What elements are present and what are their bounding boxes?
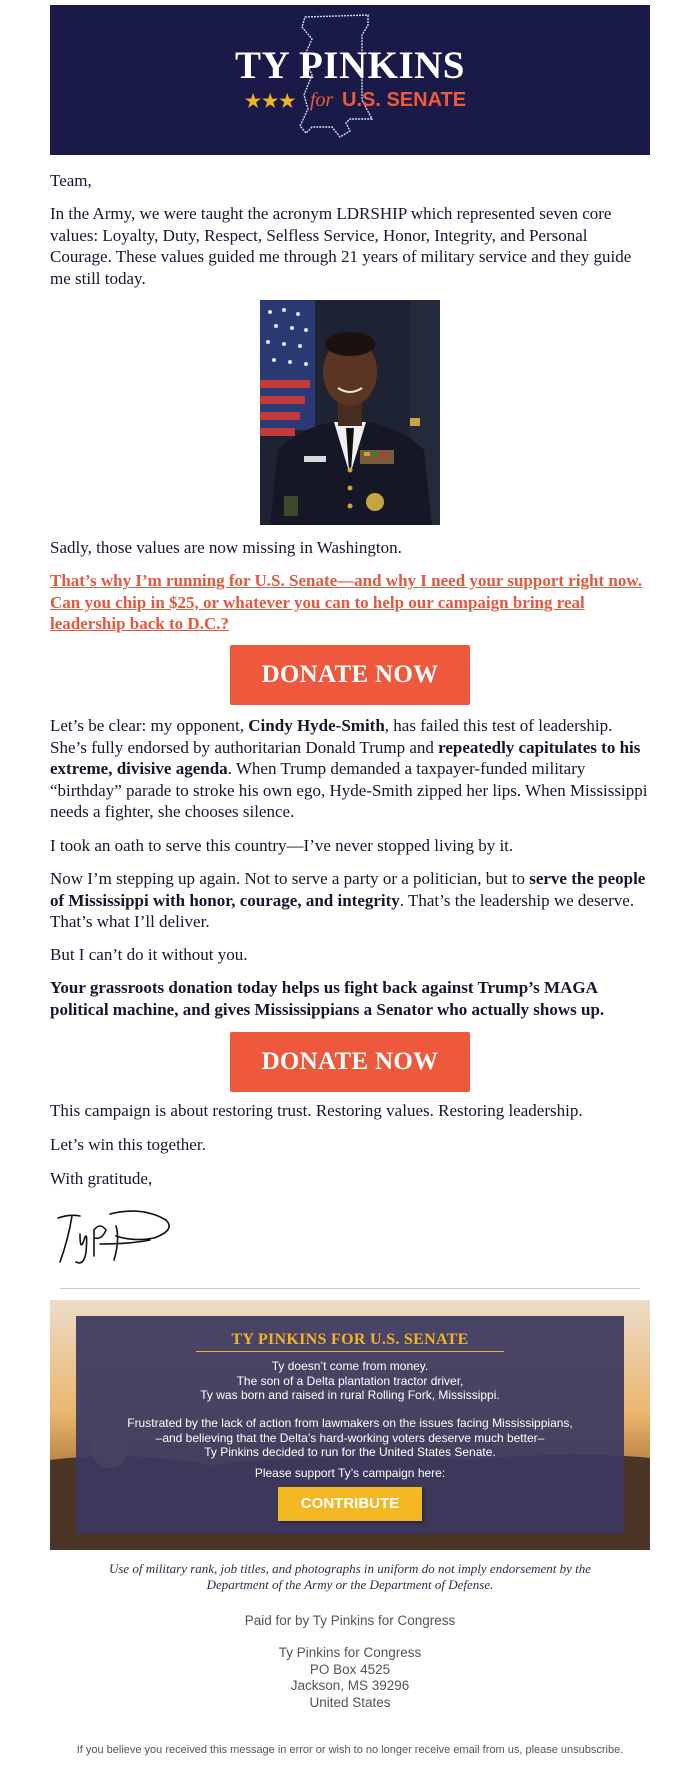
contribute-button[interactable]: CONTRIBUTE [278, 1487, 422, 1521]
military-disclaimer: Use of military rank, job titles, and photographs in uniform do not imply endorsement by the Department of the Army or the Department of Defense. [108, 1561, 592, 1592]
country: United States [309, 1694, 391, 1710]
logo-senate: U.S. SENATE [342, 89, 467, 111]
promo-card [50, 1300, 650, 1550]
stepping-text-2: . That’s the leadership we deserve. That’s what I’ll deliver. [50, 890, 635, 931]
signature-image [50, 1200, 180, 1270]
opponent-text-1: Let’s be clear: my opponent, [50, 716, 249, 735]
opponent-text-2: , has failed this test of leadership. She’s fully endorsed by authoritarian Donald Trump and [50, 716, 613, 757]
win-together-text: Let’s win this together. [50, 1135, 206, 1154]
oath-text: I took an oath to serve this country—I’ve never stopped living by it. [50, 836, 514, 855]
candidate-portrait [260, 300, 440, 525]
promo-bio-line-3: Ty was born and raised in rural Rolling Fork, Mississippi. [200, 1388, 500, 1402]
logo-subtitle [245, 89, 505, 115]
stepping-text-1: Now I’m stepping up again. Not to serve a party or a politician, but to [50, 869, 530, 888]
promo-title-rule [196, 1351, 504, 1352]
logo-for: for [310, 89, 334, 111]
promo-bio-line-4: Frustrated by the lack of action from lawmakers on the issues facing Mississippians, [127, 1416, 573, 1430]
opponent-bold: repeatedly capitulates to his extreme, divisive agenda [50, 737, 641, 778]
logo-wordmark: TY PINKINS [234, 44, 465, 87]
portrait-illustration [260, 300, 440, 525]
closing-text: With gratitude, [50, 1169, 153, 1188]
promo-bio-line-6: Ty Pinkins decided to run for the United States Senate. [204, 1445, 496, 1459]
header-banner [50, 5, 650, 155]
intro-paragraph: In the Army, we were taught the acronym LDRSHIP which represented seven core values: Loyalty, Duty, Respect, Selfless Service, Honor, Integrity, and Personal Courage. These values guided me through 21 years of military service and they guide me still today. [50, 204, 632, 288]
divider [60, 1288, 640, 1289]
unsubscribe-notice[interactable]: If you believe you received this message in error or wish to no longer receive email from us, please unsubscribe. [76, 1744, 624, 1756]
donate-now-button-1[interactable]: DONATE NOW [230, 645, 470, 705]
values-missing-text: Sadly, those values are now missing in Washington. [50, 538, 402, 557]
po-box: PO Box 4525 [309, 1661, 391, 1677]
stars-icon: ★★★ [245, 91, 297, 111]
donate-now-button-2[interactable]: DONATE NOW [230, 1032, 470, 1092]
opponent-text-3: . When Trump demanded a taxpayer-funded military “birthday” parade to stroke his own ego, Hyde-Smith zipped her lips. When Mississippi needs a fighter, she chooses silence. [50, 759, 648, 821]
promo-bio-line-1: Ty doesn’t come from money. [271, 1359, 429, 1373]
promo-panel [76, 1316, 624, 1534]
promo-bio-line-5: –and believing that the Delta’s hard-working voters deserve much better– [155, 1430, 545, 1445]
promo-bio-line-2: The son of a Delta plantation tractor driver, [236, 1373, 464, 1388]
without-you-text: But I can’t do it without you. [50, 945, 248, 964]
city-state-zip: Jackson, MS 39296 [290, 1678, 410, 1693]
promo-title: TY PINKINS FOR U.S. SENATE [231, 1331, 469, 1348]
grassroots-paragraph: Your grassroots donation today helps us fight back against Trump’s MAGA political machine, and gives Mississippians a Senator who actually shows up. [50, 978, 605, 1019]
restoring-text: This campaign is about restoring trust. Restoring values. Restoring leadership. [50, 1101, 583, 1120]
org-name: Ty Pinkins for Congress [278, 1645, 422, 1660]
donate-cta-link[interactable]: That’s why I’m running for U.S. Senate—and why I need your support right now. Can you chip in $25, or whatever you can to help our campaign bring real leadership back to D.C.? [50, 571, 642, 633]
opponent-name: Cindy Hyde-Smith [248, 716, 385, 735]
greeting: Team, [50, 171, 92, 190]
opponent-paragraph [50, 715, 652, 823]
promo-support-text: Please support Ty’s campaign here: [254, 1466, 446, 1480]
paid-for-by: Paid for by Ty Pinkins for Congress [244, 1613, 456, 1628]
stepping-up-paragraph [50, 868, 652, 933]
stepping-bold: serve the people of Mississippi with honor, courage, and integrity [50, 869, 646, 910]
